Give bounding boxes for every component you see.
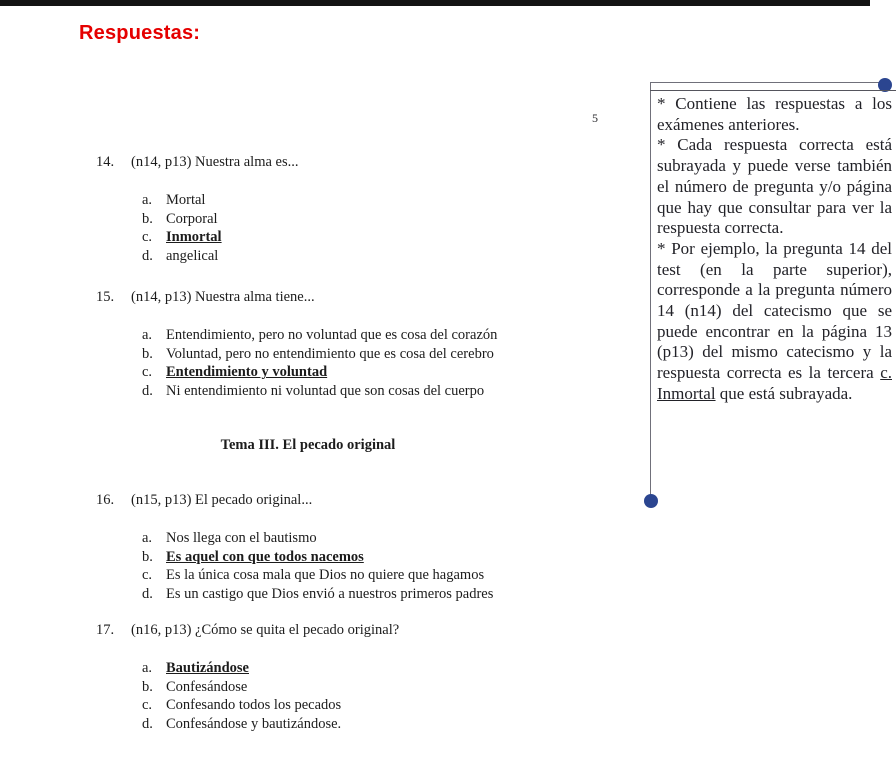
options-list [96, 191, 586, 266]
option-row [142, 363, 586, 382]
option-row [142, 529, 586, 548]
option-row [142, 548, 586, 567]
question-14 [96, 153, 586, 266]
option-row [142, 696, 586, 715]
callout-underlined-answer: c. Inmortal [657, 363, 892, 403]
option-letter: d. [142, 586, 153, 603]
option-row [142, 566, 586, 585]
option-row [142, 715, 586, 734]
option-row [142, 585, 586, 604]
question-number: 15. [96, 289, 115, 305]
option-text: Confesándose y bautizándose. [166, 716, 342, 733]
option-text: Es un castigo que Dios envió a nuestros primeros padres [166, 586, 494, 603]
option-letter: a. [142, 192, 153, 208]
option-text: Entendimiento, pero no voluntad que es cosa del corazón [166, 327, 498, 343]
option-letter: d. [142, 248, 153, 265]
question-17 [96, 621, 586, 734]
callout-endpoint-dot-bottom [644, 494, 658, 508]
question-number: 16. [96, 492, 115, 508]
option-text: Mortal [166, 192, 206, 208]
question-prompt: (n14, p13) Nuestra alma es... [131, 154, 299, 170]
option-letter: b. [142, 548, 153, 565]
option-letter: c. [142, 229, 153, 246]
callout-paragraph-3-end: que está subrayada. [715, 383, 853, 403]
section-heading-tema: Tema III. El pecado original [220, 437, 396, 453]
question-number: 17. [96, 622, 115, 638]
option-letter: a. [142, 660, 153, 676]
callout-paragraph-3 [657, 239, 892, 405]
top-divider-line [0, 0, 870, 6]
callout-note-box [650, 90, 896, 413]
option-row [142, 191, 586, 210]
option-text-correct-answer: Bautizándose [166, 660, 249, 676]
options-list [96, 659, 586, 734]
option-letter: b. [142, 210, 153, 227]
option-text-correct-answer: Es aquel con que todos nacemos [166, 548, 364, 565]
question-prompt: (n14, p13) Nuestra alma tiene... [131, 289, 315, 305]
page-title: Respuestas: [79, 22, 201, 44]
option-letter: a. [142, 530, 153, 546]
option-letter: b. [142, 678, 153, 695]
option-text: Confesándose [166, 678, 248, 695]
callout-paragraph-1: * Contiene las respuestas a los exámenes anteriores. [657, 94, 892, 134]
option-row [142, 210, 586, 229]
option-text: Voluntad, pero no entendimiento que es cosa del cerebro [166, 345, 494, 362]
option-letter: d. [142, 383, 153, 400]
option-row [142, 382, 586, 401]
option-text: Nos llega con el bautismo [166, 530, 317, 546]
option-row [142, 345, 586, 364]
options-list [96, 326, 586, 401]
option-row [142, 678, 586, 697]
question-prompt: (n15, p13) El pecado original... [131, 492, 313, 508]
callout-paragraph-2: * Cada respuesta correcta está subrayada y puede verse también el número de pregunta y/o página que hay que consultar para ver la respuesta correcta. [657, 135, 892, 238]
option-row [142, 228, 586, 247]
option-letter: c. [142, 697, 153, 714]
option-letter: c. [142, 364, 153, 381]
page-number: 5 [592, 111, 598, 125]
option-row [142, 659, 586, 678]
option-letter: b. [142, 345, 153, 362]
question-prompt: (n16, p13) ¿Cómo se quita el pecado original? [131, 622, 400, 638]
option-text-correct-answer: Entendimiento y voluntad [166, 364, 328, 381]
option-row [142, 247, 586, 266]
option-text: Ni entendimiento ni voluntad que son cosas del cuerpo [166, 383, 485, 400]
option-row [142, 326, 586, 345]
option-letter: c. [142, 567, 153, 584]
option-text-correct-answer: Inmortal [166, 229, 222, 246]
question-16 [96, 491, 586, 604]
option-text: Confesando todos los pecados [166, 697, 342, 714]
options-list [96, 529, 586, 604]
question-15 [96, 288, 586, 401]
option-letter: a. [142, 327, 153, 343]
option-letter: d. [142, 716, 153, 733]
option-text: angelical [166, 248, 219, 265]
option-text: Corporal [166, 210, 218, 227]
question-number: 14. [96, 154, 115, 170]
callout-connector-line-horizontal [650, 82, 885, 83]
callout-paragraph-3-text: * Por ejemplo, la pregunta 14 del test (en la parte superior), corresponde a la pregunta número 14 (n14) del catecismo que se puede encontrar en la página 13 (p13) del mismo catecismo y la respuesta correcta es la tercera [657, 238, 892, 383]
option-text: Es la única cosa mala que Dios no quiere que hagamos [166, 567, 485, 584]
